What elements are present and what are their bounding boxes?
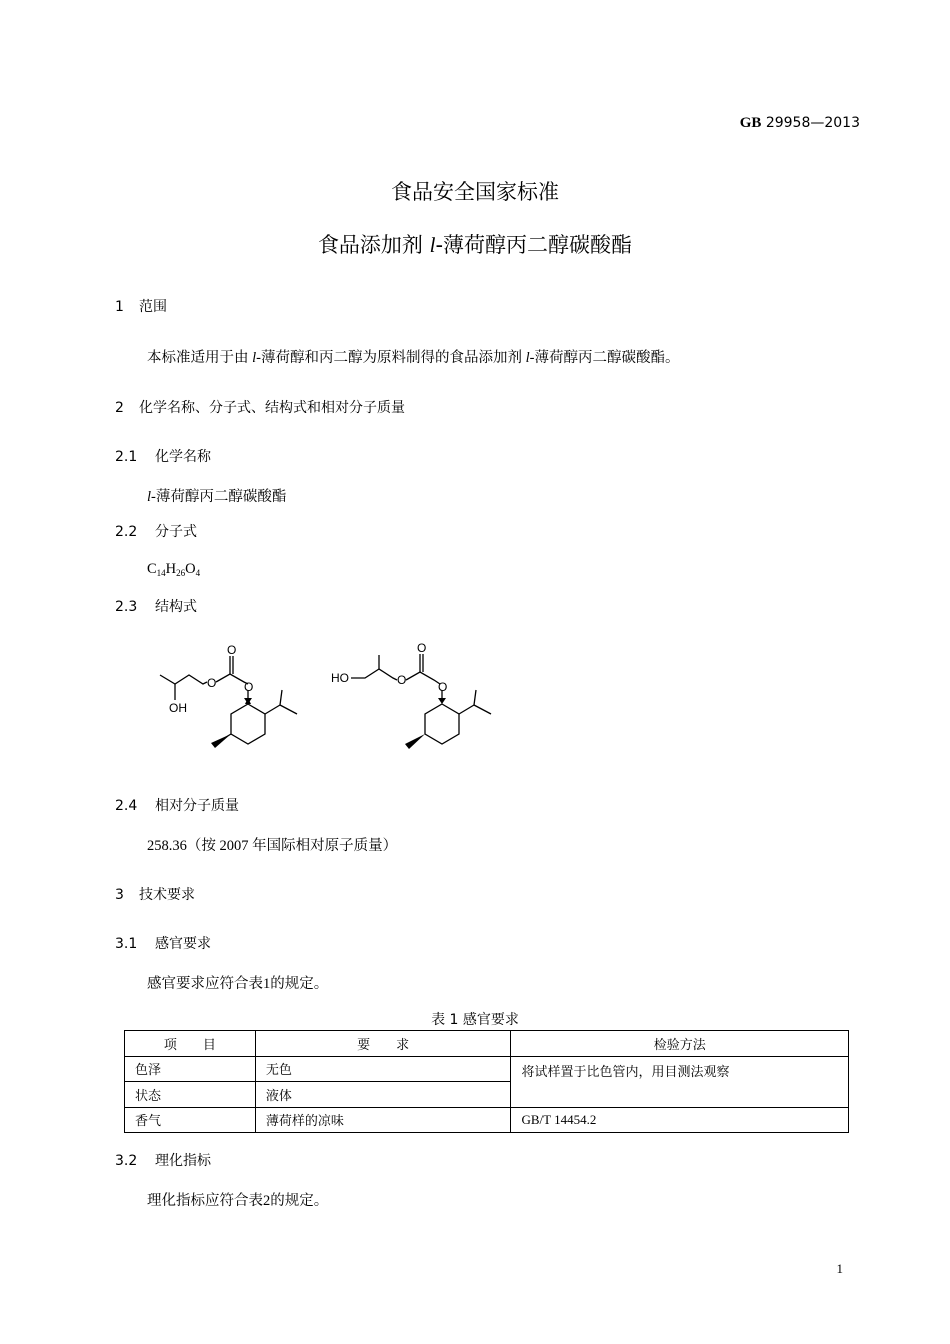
table-cell: GB/T 14454.2 [511, 1107, 849, 1133]
wedge-bond [211, 734, 231, 748]
section-1-heading: 1 范围 [115, 299, 167, 315]
section-3-2-text: 理化指标应符合表2的规定。 [147, 1193, 329, 1209]
section-3-2-heading: 3.2 理化指标 [115, 1153, 211, 1169]
table-header-cell: 检验方法 [511, 1031, 849, 1057]
section-3-heading: 3 技术要求 [115, 887, 195, 903]
table-1-sensory-requirements [124, 1030, 849, 1133]
section-2-3-heading: 2.3 结构式 [115, 599, 197, 615]
chemical-name: l-薄荷醇丙二醇碳酸酯 [147, 489, 287, 505]
molecular-mass: 258.36（按 2007 年国际相对原子质量） [147, 838, 398, 854]
molecular-formula: $C_{14}H_{26}O_4$ [147, 561, 201, 578]
table-cell-merged: 将试样置于比色管内，用目测法观察 [511, 1056, 849, 1107]
hydroxyl-label: OH [169, 701, 187, 715]
table-row [125, 1056, 849, 1082]
table-cell: 液体 [255, 1082, 511, 1108]
table-cell: 色泽 [125, 1056, 256, 1082]
oxygen-label: O [417, 641, 427, 655]
standard-code [740, 115, 860, 132]
table-header-cell: 要 求 [255, 1031, 511, 1057]
oxygen-label: O [397, 673, 407, 687]
wedge-bond [438, 698, 446, 704]
table-row [125, 1107, 849, 1133]
section-2-1-heading: 2.1 化学名称 [115, 449, 211, 465]
document-title: 食品安全国家标准 [391, 180, 559, 204]
standard-number: 29958—2013 [765, 115, 860, 131]
structural-formula [140, 630, 520, 770]
oxygen-label: O [207, 676, 217, 690]
oxygen-label: O [438, 680, 448, 694]
wedge-bond [244, 698, 252, 704]
table-cell: 香气 [125, 1107, 256, 1133]
table-cell: 无色 [255, 1056, 511, 1082]
section-3-1-heading: 3.1 感官要求 [115, 936, 211, 952]
section-3-1-text: 感官要求应符合表1的规定。 [147, 976, 329, 992]
table-cell: 薄荷样的凉味 [255, 1107, 511, 1133]
standard-prefix: GB [739, 115, 762, 131]
oxygen-label: O [244, 680, 254, 694]
page-number: 1 [836, 1261, 843, 1276]
document-subtitle: 食品添加剂 l-薄荷醇丙二醇碳酸酯 [317, 233, 633, 257]
section-2-heading: 2 化学名称、分子式、结构式和相对分子质量 [115, 400, 405, 416]
oxygen-label: O [227, 643, 237, 657]
section-1-text: 本标准适用于由 l-薄荷醇和丙二醇为原料制得的食品添加剂 l-薄荷醇丙二醇碳酸酯。 [147, 350, 680, 366]
structure-isomer-2 [351, 654, 491, 744]
hydroxyl-label: HO [331, 671, 349, 685]
section-2-4-heading: 2.4 相对分子质量 [115, 798, 239, 814]
wedge-bond [405, 734, 425, 749]
table-1-caption: 表 1 感官要求 [431, 1012, 519, 1028]
table-header-row [125, 1031, 849, 1057]
table-cell: 状态 [125, 1082, 256, 1108]
table-header-cell: 项 目 [125, 1031, 256, 1057]
section-2-2-heading: 2.2 分子式 [115, 524, 197, 540]
